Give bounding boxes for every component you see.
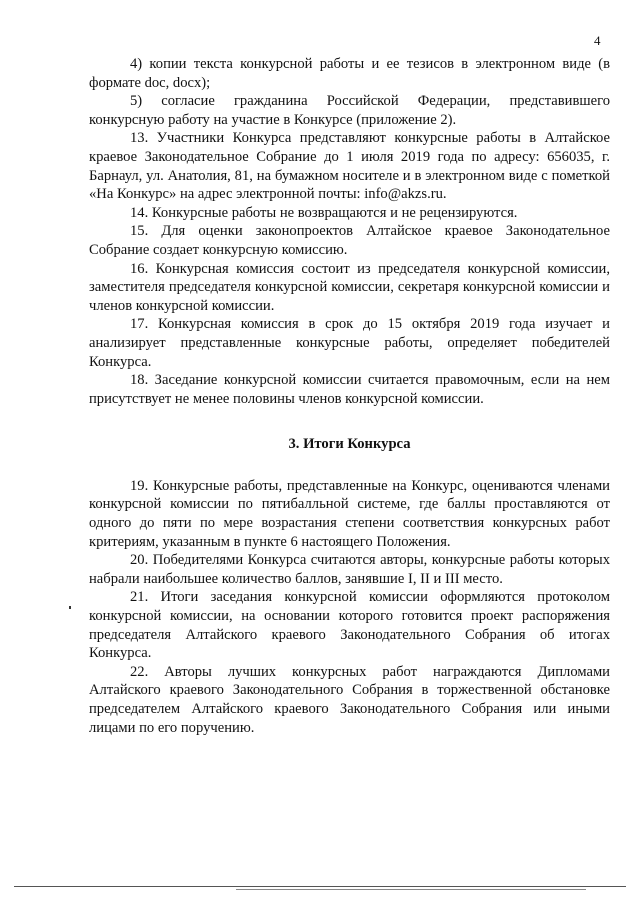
clause-17: 17. Конкурсная комиссия в срок до 15 октября 2019 года изучает и анализирует представленные конкурсные работы, определяет победителей Конкурса. — [89, 316, 610, 370]
scan-speck — [69, 606, 71, 609]
list-item-copies: 4) копии текста конкурсной работы и ее тезисов в электронном виде (в формате doc, docx); — [89, 56, 610, 91]
document-body — [89, 55, 610, 737]
clause-22: 22. Авторы лучших конкурсных работ награждаются Дипломами Алтайского краевого Законодательного Собрания в торжественной обстановке председателем Алтайского краевого Законодательного Собрания или иными лицами по его поручению. — [89, 663, 610, 736]
footer-divider-secondary — [236, 889, 586, 890]
section-heading: 3. Итоги Конкурса — [288, 436, 411, 453]
clause-18: 18. Заседание конкурсной комиссии считается правомочным, если на нем присутствует не менее половины членов конкурсной комиссии. — [89, 372, 610, 407]
clause-16: 16. Конкурсная комиссия состоит из председателя конкурсной комиссии, заместителя председателя конкурсной комиссии, секретаря конкурсной комиссии и членов конкурсной комиссии. — [89, 260, 610, 314]
list-item-consent: 5) согласие гражданина Российской Федерации, представившего конкурсную работу на участие в Конкурсе (приложение 2). — [89, 93, 610, 128]
page-number: 4 — [594, 33, 601, 48]
clause-14: 14. Конкурсные работы не возвращаются и не рецензируются. — [130, 204, 518, 221]
clause-13: 13. Участники Конкурса представляют конкурсные работы в Алтайское краевое Законодательное Собрание до 1 июля 2019 года по адресу: 656035, г. Барнаул, ул. Анатолия, 81, на бумажном носителе и в электронном виде с пометкой «На Конкурс» на адрес электронной почты: info@akzs.ru. — [89, 130, 610, 203]
clause-20: 20. Победителями Конкурса считаются авторы, конкурсные работы которых набрали наибольшее количество баллов, занявшие I, II и III место. — [89, 552, 610, 587]
clause-15: 15. Для оценки законопроектов Алтайское краевое Законодательное Собрание создает конкурсную комиссию. — [89, 223, 610, 258]
clause-21: 21. Итоги заседания конкурсной комиссии оформляются протоколом конкурсной комиссии, на основании которого готовится проект распоряжения председателя Алтайского краевого Законодательного Собрания об итогах Конкурса. — [89, 589, 610, 662]
clause-19: 19. Конкурсные работы, представленные на Конкурс, оцениваются членами конкурсной комиссии по пятибалльной системе, где баллы проставляются от одного до пяти по мере возрастания степени соответствия конкурсных работ критериям, указанным в пункте 6 настоящего Положения. — [89, 477, 610, 550]
footer-divider — [14, 886, 626, 887]
